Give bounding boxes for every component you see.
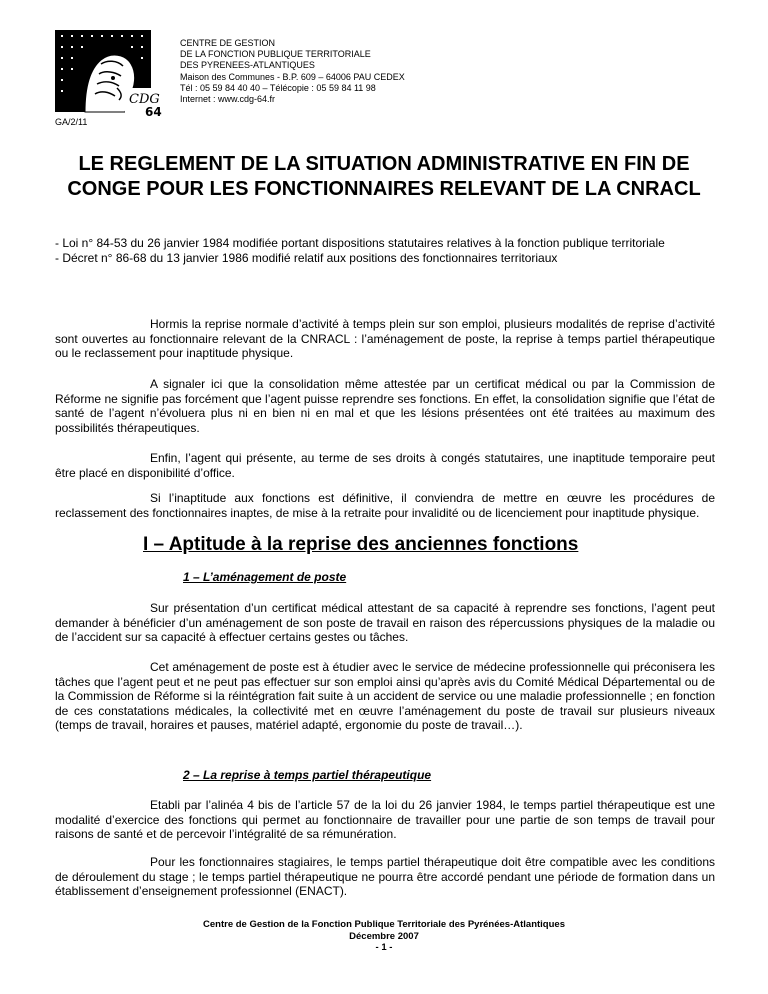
letterhead-line: CENTRE DE GESTION [180,38,276,48]
document-title: LE REGLEMENT DE LA SITUATION ADMINISTRATIVE EN FIN DE CONGE POUR LES FONCTIONNAIRES RELEVANT DE LA CNRACL [67,153,701,200]
paragraph-text: Etabli par l’alinéa 4 bis de l’article 57 de la loi du 26 janvier 1984, le temps partiel thérapeutique est une modalité d’exercice des fonctions qui permet au fonctionnaire de travailler pour une partie de son temps de travail pour raisons de santé et de percevoir l’intégralité de sa rémunération. [55,798,715,842]
logo-text: CDG [129,92,160,107]
body-paragraph [55,601,715,645]
paragraph-text: Cet aménagement de poste est à étudier avec le service de médecine professionnelle qui préconisera les tâches que l’agent peut et ne peut pas effectuer sur son emploi ainsi qu’après avis du Comité Médical Départemental ou de la Commission de Réforme si la réintégration fait suite à un accident de service ou une maladie professionnelle ; en fonction de ces constatations médicales, la collectivité met en œuvre l’aménagement du poste de travail sur plusieurs niveaux (temps de travail, horaires et pauses, matériel adapté, ergonomie du poste de travail…). [55,660,715,733]
legal-references [55,236,715,265]
letterhead [180,38,405,105]
reference-item: - Décret n° 86-68 du 13 janvier 1986 modifié relatif aux positions des fonctionnaires territoriaux [55,250,558,265]
section-heading: I – Aptitude à la reprise des anciennes fonctions [143,534,579,555]
document-reference: GA/2/11 [55,117,88,127]
intro-paragraph [55,491,715,520]
logo-number: 64 [145,105,162,118]
intro-paragraph [55,451,715,480]
footer-date: Décembre 2007 [349,930,419,942]
intro-paragraph [55,317,715,361]
body-paragraph [55,798,715,842]
body-paragraph [55,660,715,733]
page-number: - 1 - [375,942,393,953]
page-footer [0,919,768,954]
intro-text: A signaler ici que la consolidation même attestée par un certificat médical ou par la Commission de Réforme ne signifie pas forcément que l’agent puisse reprendre ses fonctions. En effet, la consolidation signifie que l’état de santé de l’agent n’évoluera plus ni en bien ni en mal et que les lésions présentées ont été traitées au maximum des possibilités thérapeutiques. [55,377,715,435]
intro-text: Enfin, l’agent qui présente, au terme de ses droits à congés statutaires, une inaptitude temporaire peut être placé en disponibilité d’office. [55,451,715,480]
subsection-heading: 2 – La reprise à temps partiel thérapeutique [183,768,432,782]
cdg-logo [55,30,175,118]
letterhead-line: DE LA FONCTION PUBLIQUE TERRITORIALE [180,49,371,60]
letterhead-address: Maison des Communes - B.P. 609 – 64006 PAU CEDEX [180,71,405,82]
reference-item: - Loi n° 84-53 du 26 janvier 1984 modifiée portant dispositions statutaires relatives à la fonction publique territoriale [55,236,665,250]
subsection-heading: 1 – L’aménagement de poste [183,570,347,584]
intro-text: Hormis la reprise normale d’activité à temps plein sur son emploi, plusieurs modalités de reprise d’activité sont ouvertes au fonctionnaire relevant de la CNRACL : l’aménagement de poste, la reprise à temps partiel thérapeutique ou le reclassement pour inaptitude physique. [55,317,715,361]
intro-paragraph [55,377,715,435]
paragraph-text: Pour les fonctionnaires stagiaires, le temps partiel thérapeutique doit être compatible avec les conditions de déroulement du stage ; le temps partiel thérapeutique ne pourra être accordé pendant une période de formation dans un établissement d’enseignement professionnel (ENACT). [55,855,715,899]
letterhead-line: DES PYRENEES-ATLANTIQUES [180,60,315,71]
letterhead-website: Internet : www.cdg-64.fr [180,94,276,105]
body-paragraph [55,855,715,899]
paragraph-text: Sur présentation d’un certificat médical attestant de sa capacité à reprendre ses fonctions, l’agent peut demander à bénéficier d’un aménagement de son poste de travail en raison des répercussions physiques de la maladie ou de l’accident sur sa capacité à effectuer certains gestes ou tâches. [55,601,715,645]
letterhead-phone: Tél : 05 59 84 40 40 – Télécopie : 05 59 84 11 98 [180,82,376,93]
footer-organization: Centre de Gestion de la Fonction Publique Territoriale des Pyrénées-Atlantiques [203,919,565,930]
intro-text: Si l’inaptitude aux fonctions est définitive, il conviendra de mettre en œuvre les procédures de reclassement des fonctionnaires inaptes, de mise à la retraite pour invalidité ou de licenciement pour inaptitude physique. [55,491,715,520]
